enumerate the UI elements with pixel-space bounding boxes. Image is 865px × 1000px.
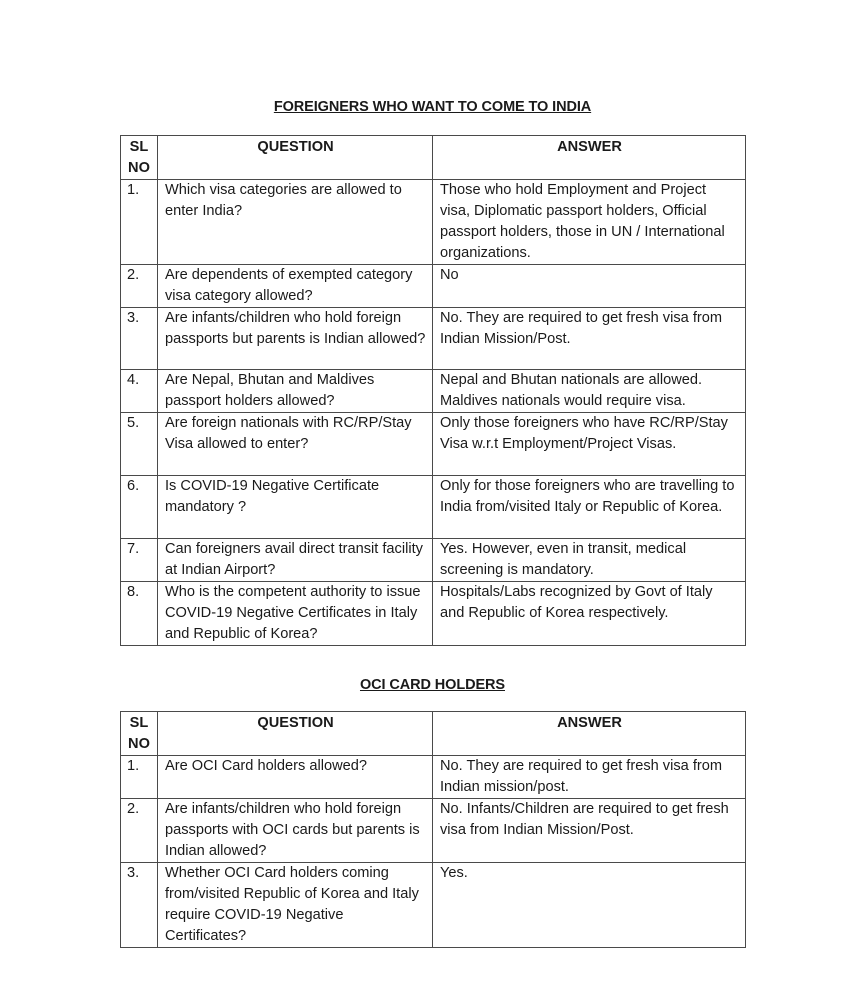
row-question: Is COVID-19 Negative Certificate mandatory ? xyxy=(158,476,433,539)
table-header-row xyxy=(121,136,746,180)
table-row xyxy=(121,265,746,308)
table-row xyxy=(121,863,746,948)
row-question: Are infants/children who hold foreign passports but parents is Indian allowed? xyxy=(158,308,433,370)
table-row xyxy=(121,476,746,539)
row-sl: 4. xyxy=(121,370,158,413)
row-question: Whether OCI Card holders coming from/visited Republic of Korea and Italy require COVID-19 Negative Certificates? xyxy=(158,863,433,948)
row-answer: Only those foreigners who have RC/RP/Stay Visa w.r.t Employment/Project Visas. xyxy=(433,413,746,476)
row-question: Are dependents of exempted category visa category allowed? xyxy=(158,265,433,308)
table-row xyxy=(121,180,746,265)
row-sl: 5. xyxy=(121,413,158,476)
row-question: Are Nepal, Bhutan and Maldives passport holders allowed? xyxy=(158,370,433,413)
header-sl-no: SL NO xyxy=(121,712,158,756)
row-answer: Yes. xyxy=(433,863,746,948)
row-sl: 3. xyxy=(121,863,158,948)
row-answer: No. They are required to get fresh visa from Indian Mission/Post. xyxy=(433,308,746,370)
row-question: Are OCI Card holders allowed? xyxy=(158,756,433,799)
table-row xyxy=(121,582,746,646)
row-answer: Only for those foreigners who are travelling to India from/visited Italy or Republic of Korea. xyxy=(433,476,746,539)
oci-faq-table xyxy=(120,711,746,948)
row-sl: 8. xyxy=(121,582,158,646)
row-answer: Hospitals/Labs recognized by Govt of Italy and Republic of Korea respectively. xyxy=(433,582,746,646)
row-sl: 3. xyxy=(121,308,158,370)
row-answer: No. Infants/Children are required to get fresh visa from Indian Mission/Post. xyxy=(433,799,746,863)
row-sl: 6. xyxy=(121,476,158,539)
row-answer: Nepal and Bhutan nationals are allowed. Maldives nationals would require visa. xyxy=(433,370,746,413)
row-sl: 2. xyxy=(121,799,158,863)
header-sl-no: SL NO xyxy=(121,136,158,180)
table-row xyxy=(121,370,746,413)
header-question: QUESTION xyxy=(158,712,433,756)
row-question: Are infants/children who hold foreign passports with OCI cards but parents is Indian allowed? xyxy=(158,799,433,863)
row-question: Are foreign nationals with RC/RP/Stay Visa allowed to enter? xyxy=(158,413,433,476)
row-answer: Yes. However, even in transit, medical screening is mandatory. xyxy=(433,539,746,582)
foreigners-faq-table xyxy=(120,135,746,646)
section-title-foreigners: FOREIGNERS WHO WANT TO COME TO INDIA xyxy=(273,99,592,115)
row-question: Can foreigners avail direct transit facility at Indian Airport? xyxy=(158,539,433,582)
row-answer: No xyxy=(433,265,746,308)
row-sl: 2. xyxy=(121,265,158,308)
header-question: QUESTION xyxy=(158,136,433,180)
table-row xyxy=(121,308,746,370)
row-sl: 7. xyxy=(121,539,158,582)
row-question: Who is the competent authority to issue COVID-19 Negative Certificates in Italy and Republic of Korea? xyxy=(158,582,433,646)
table-row xyxy=(121,756,746,799)
row-sl: 1. xyxy=(121,756,158,799)
header-answer: ANSWER xyxy=(433,136,746,180)
header-answer: ANSWER xyxy=(433,712,746,756)
table-row xyxy=(121,539,746,582)
row-answer: Those who hold Employment and Project visa, Diplomatic passport holders, Official passport holders, those in UN / International organizations. xyxy=(433,180,746,265)
table-row xyxy=(121,413,746,476)
table-row xyxy=(121,799,746,863)
section-title-oci: OCI CARD HOLDERS xyxy=(359,677,505,693)
row-answer: No. They are required to get fresh visa from Indian mission/post. xyxy=(433,756,746,799)
row-sl: 1. xyxy=(121,180,158,265)
table-header-row xyxy=(121,712,746,756)
row-question: Which visa categories are allowed to enter India? xyxy=(158,180,433,265)
